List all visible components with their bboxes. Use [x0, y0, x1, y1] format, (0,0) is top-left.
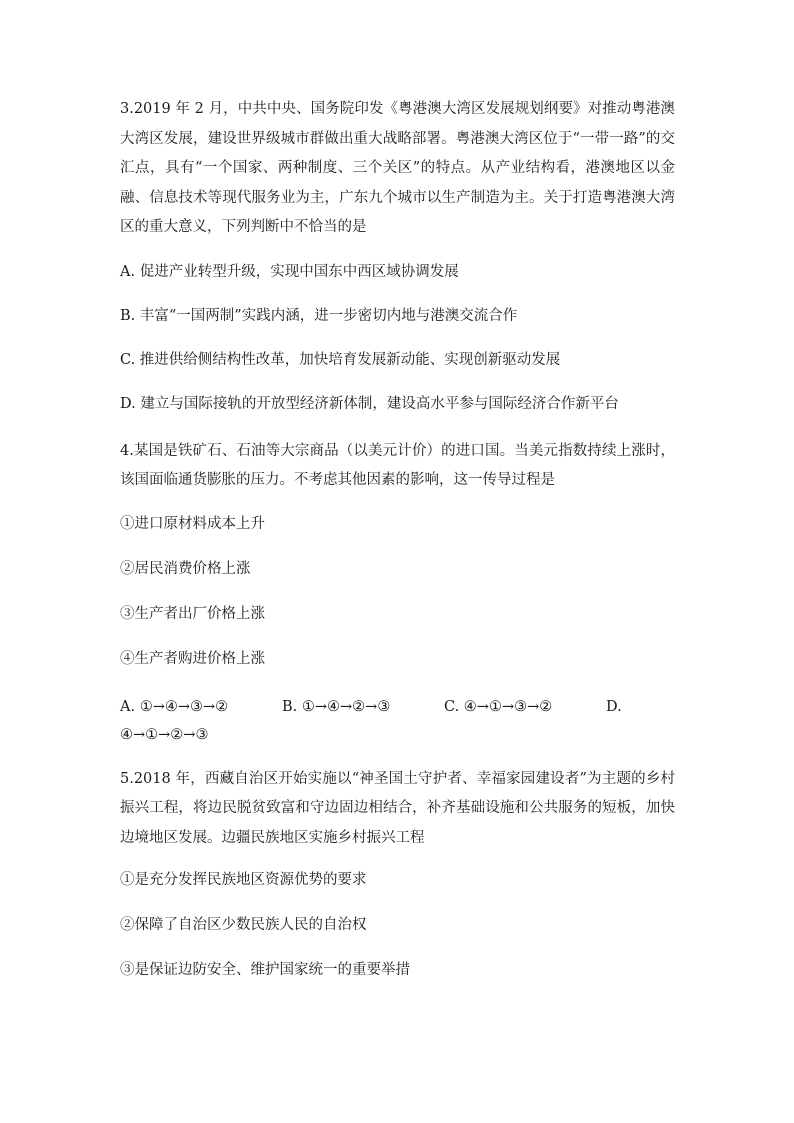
question-3-option-d: D. 建立与国际接轨的开放型经济新体制，建设高水平参与国际经济合作新平台 [120, 395, 619, 412]
question-4-item-2: ②居民消费价格上涨 [120, 560, 251, 577]
question-4-item-1: ①进口原材料成本上升 [120, 515, 265, 532]
question-3-option-b: B. 丰富“一国两制”实践内涵，进一步密切内地与港澳交流合作 [120, 307, 518, 324]
question-4-item-3: ③生产者出厂价格上涨 [120, 605, 265, 622]
question-3-stem: 3.2019 年 2 月，中共中央、国务院印发《粤港澳大湾区发展规划纲要》对推动粤港澳大湾区发展，建设世界级城市群做出重大战略部署。粤港澳大湾区位于“一带一路”的交汇点，具有“一个国家、两种制度、三个关区”的特点。从产业结构看，港澳地区以金融、信息技术等现代服务业为主，广东九个城市以生产制造为主。关于打造粤港澳大湾区的重大意义，下列判断中不恰当的是 [120, 101, 675, 235]
question-5-item-1: ①是充分发挥民族地区资源优势的要求 [120, 872, 367, 888]
question-5-item-2: ②保障了自治区少数民族人民的自治权 [120, 917, 367, 933]
question-3-option-c: C. 推进供给侧结构性改革，加快培育发展新动能、实现创新驱动发展 [120, 351, 561, 368]
question-4-choices [120, 693, 675, 749]
question-4-item-4: ④生产者购进价格上涨 [120, 650, 265, 667]
question-3-option-a: A. 促进产业转型升级，实现中国东中西区域协调发展 [120, 263, 459, 280]
question-4-choice-c: C. ④→①→③→② [444, 698, 553, 715]
question-4-choice-a: A. ①→④→③→② [120, 698, 229, 715]
exam-page [120, 95, 675, 1004]
question-4-choice-d-label: D. [606, 698, 622, 715]
question-5-item-3: ③是保证边防安全、维护国家统一的重要举措 [120, 962, 410, 978]
question-4-choice-b: B. ①→④→②→③ [282, 698, 391, 715]
question-5-stem: 5.2018 年，西藏自治区开始实施以“神圣国土守护者、幸福家园建设者”为主题的乡村振兴工程，将边民脱贫致富和守边固边相结合，补齐基础设施和公共服务的短板，加快边境地区发展。边疆民族地区实施乡村振兴工程 [120, 770, 675, 846]
question-4-choice-d-value: ④→①→②→③ [120, 726, 209, 743]
question-4-stem: 4.某国是铁矿石、石油等大宗商品（以美元计价）的进口国。当美元指数持续上涨时，该国面临通货膨胀的压力。不考虑其他因素的影响，这一传导过程是 [120, 442, 675, 488]
